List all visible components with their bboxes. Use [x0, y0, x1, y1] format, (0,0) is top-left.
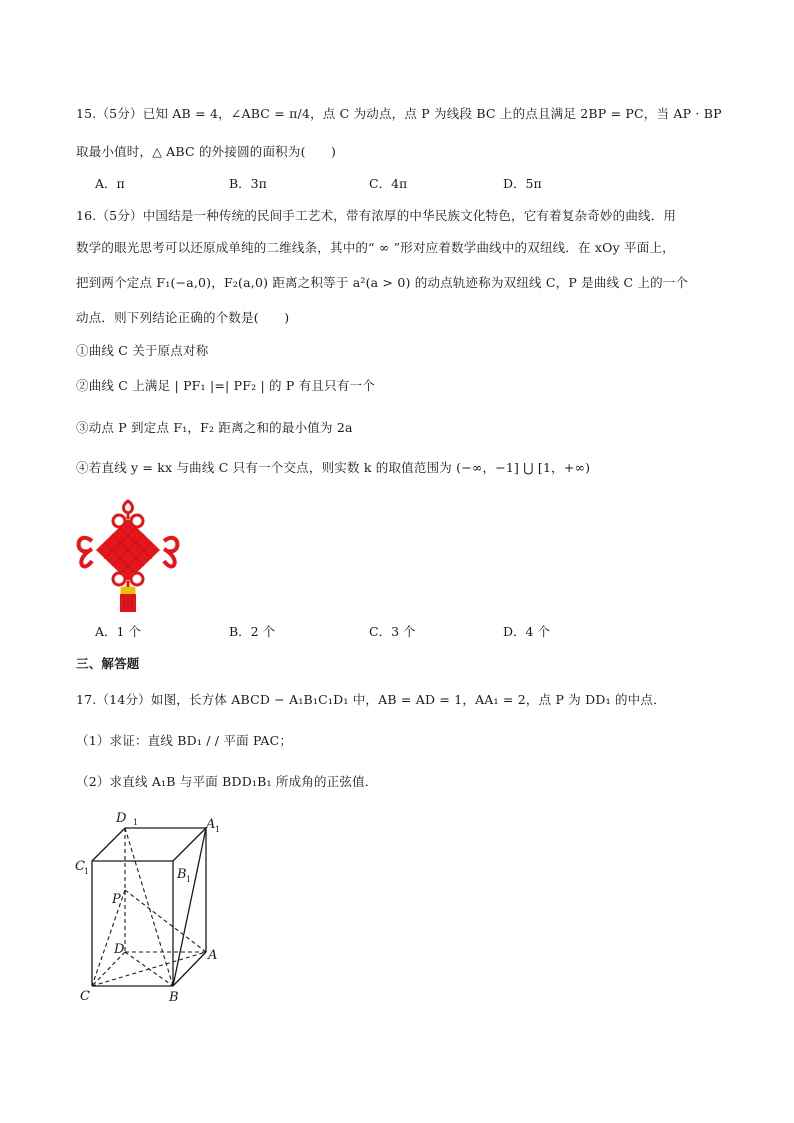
- q16-line3: 把到两个定点 F₁(−a,0)，F₂(a,0) 距离之积等于 a²(a > 0) 的动点轨迹称为双纽线 C，P 是曲线 C 上的一个: [76, 275, 689, 290]
- label-p: P: [112, 892, 121, 907]
- label-b: B: [169, 990, 179, 1005]
- q16-choice-c: C．3 个: [369, 624, 416, 639]
- label-a1-sub: 1: [215, 825, 221, 834]
- q15-choice-a: A．π: [95, 176, 125, 191]
- label-a: A: [208, 948, 218, 963]
- q16-choice-b: B．2 个: [229, 624, 276, 639]
- q15-line1: 15.（5分）已知 AB = 4，∠ABC = π/4，点 C 为动点，点 P 为线段 BC 上的点且满足 2BP = PC，当 AP · BP: [76, 106, 722, 121]
- label-c1: C: [75, 859, 85, 874]
- q15-choice-c: C．4π: [369, 176, 408, 191]
- q16-statement-4: ④若直线 y = kx 与曲线 C 只有一个交点，则实数 k 的取值范围为 (−∞，−1] ⋃ [1，+∞): [76, 460, 591, 475]
- q15-choice-d: D．5π: [503, 176, 542, 191]
- label-d: D: [114, 942, 125, 957]
- q16-choice-a: A．1 个: [95, 624, 141, 639]
- q15-choice-b: B．3π: [229, 176, 267, 191]
- q15-line2: 取最小值时，△ ABC 的外接圆的面积为( ): [76, 144, 337, 159]
- q16-line4: 动点．则下列结论正确的个数是( ): [76, 310, 290, 325]
- q15-choices: [95, 174, 615, 194]
- q17-line1: 17.（14分）如图，长方体 ABCD − A₁B₁C₁D₁ 中，AB = AD = 1，AA₁ = 2，点 P 为 DD₁ 的中点．: [76, 692, 666, 707]
- cuboid-figure: [70, 806, 230, 1006]
- q16-line1: 16.（5分）中国结是一种传统的民间手工艺术，带有浓厚的中华民族文化特色，它有着复杂奇妙的曲线．用: [76, 208, 677, 223]
- q17-part2: （2）求直线 A₁B 与平面 BDD₁B₁ 所成角的正弦值．: [76, 774, 378, 789]
- q16-statement-2: ②曲线 C 上满足 | PF₁ |=| PF₂ | 的 P 有且只有一个: [76, 378, 375, 393]
- label-b1: B: [177, 867, 187, 882]
- q16-statement-1: ①曲线 C 关于原点对称: [76, 343, 209, 358]
- q16-choice-d: D．4 个: [503, 624, 550, 639]
- label-d1-sub: 1: [133, 818, 139, 827]
- label-b1-sub: 1: [186, 875, 192, 884]
- q16-statement-3: ③动点 P 到定点 F₁，F₂ 距离之和的最小值为 2a: [76, 420, 353, 435]
- q17-part1: （1）求证：直线 BD₁ / / 平面 PAC；: [76, 733, 293, 748]
- q16-line2: 数学的眼光思考可以还原成单纯的二维线条，其中的“ ∞ ”形对应着数学曲线中的双纽线．在 xOy 平面上，: [76, 240, 675, 255]
- label-c: C: [80, 989, 90, 1004]
- section-heading: 三、解答题: [76, 656, 140, 671]
- label-a1: A: [206, 817, 216, 832]
- chinese-knot-illustration: [74, 499, 182, 613]
- q16-choices: [95, 622, 615, 642]
- label-d1: D: [116, 811, 127, 826]
- label-c1-sub: 1: [84, 867, 90, 876]
